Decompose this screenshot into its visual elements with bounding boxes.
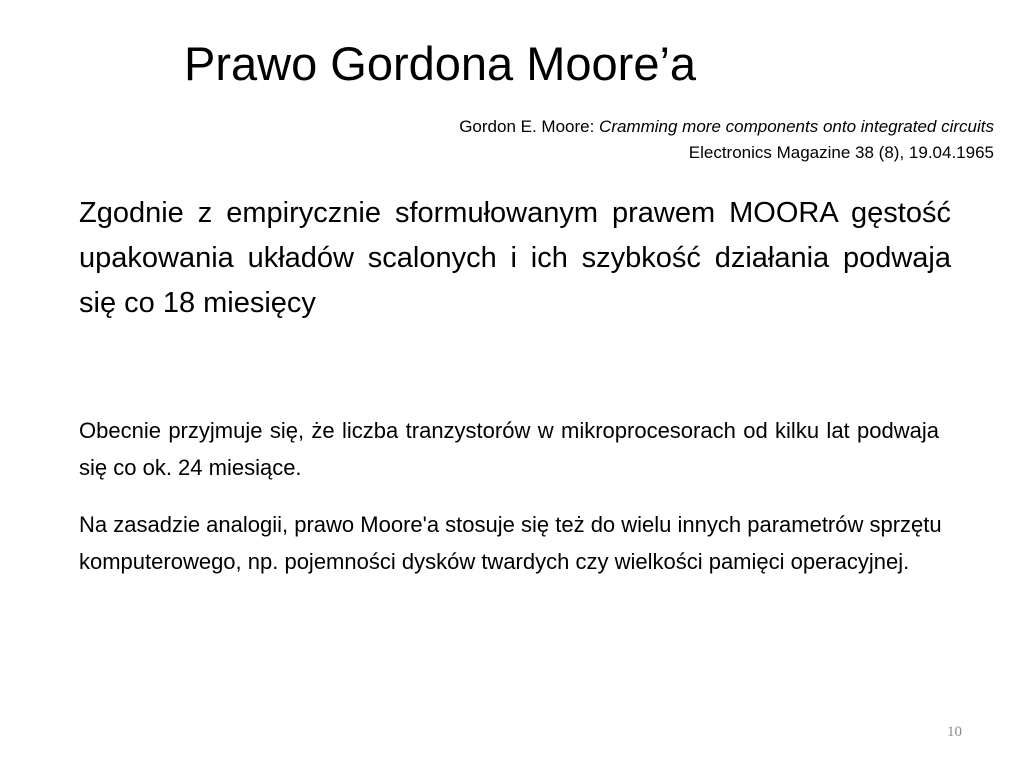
paragraph-transistors: Obecnie przyjmuje się, że liczba tranzystorów w mikroprocesorach od kilku lat podwaja się co ok. 24 miesiące. xyxy=(79,418,939,480)
paragraph-analogy: Na zasadzie analogii, prawo Moore'a stosuje się też do wielu innych parametrów sprzętu komputerowego, np. pojemności dysków twardych czy wielkości pamięci operacyjnej. xyxy=(79,512,942,574)
reference-article-title: Cramming more components onto integrated circuits xyxy=(599,117,994,136)
reference-source: Electronics Magazine 38 (8), 19.04.1965 xyxy=(688,143,994,162)
reference-citation xyxy=(459,114,994,166)
reference-line-1 xyxy=(459,114,994,140)
page-number: 10 xyxy=(947,724,962,740)
main-statement: Zgodnie z empirycznie sformułowanym prawem MOORA gęstość upakowania układów scalonych i ich szybkość działania podwaja się co 18 miesięcy xyxy=(79,197,951,319)
reference-author: Gordon E. Moore: xyxy=(459,117,600,136)
slide-title: Prawo Gordona Moore’a xyxy=(184,37,697,90)
